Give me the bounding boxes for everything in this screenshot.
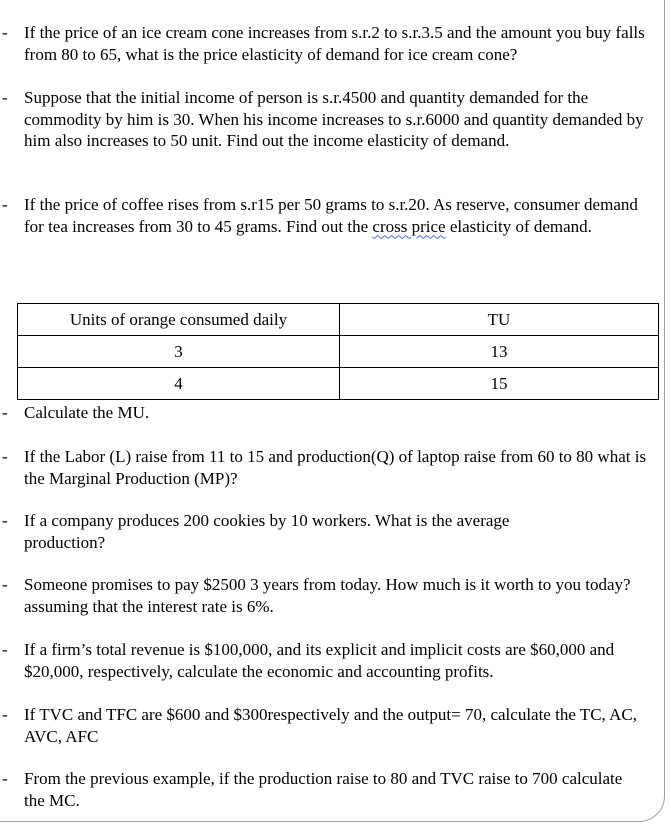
bullet-dash: - xyxy=(2,705,8,724)
bullet-dash: - xyxy=(2,640,8,659)
question-text: If TVC and TFC are $600 and $300respectively and the output= 70, calculate the TC, AC, AVC, AFC xyxy=(24,705,637,746)
question-cross-price-elasticity xyxy=(0,194,655,237)
question-present-value xyxy=(0,574,655,617)
question-text: Someone promises to pay $2500 3 years from today. How much is it worth to you today? assuming that the interest rate is 6%. xyxy=(24,575,631,616)
question-text: If the Labor (L) raise from 11 to 15 and production(Q) of laptop raise from 60 to 80 what is the Marginal Production (MP)? xyxy=(24,447,647,488)
bullet-dash: - xyxy=(2,403,8,422)
question-marginal-production xyxy=(0,446,655,489)
table-row xyxy=(18,336,659,368)
table-row xyxy=(18,368,659,400)
table-cell: 15 xyxy=(340,368,659,400)
table-header-cell: Units of orange consumed daily xyxy=(18,304,340,336)
question-text: From the previous example, if the production raise to 80 and TVC raise to 700 calculate the MC. xyxy=(24,769,623,810)
bullet-dash: - xyxy=(2,195,8,214)
question-cost-calculation xyxy=(0,704,655,747)
bullet-dash: - xyxy=(2,575,8,594)
question-economic-accounting-profit xyxy=(0,639,655,682)
table-cell: 4 xyxy=(18,368,340,400)
spellcheck-underlined-text: cross price xyxy=(372,216,446,236)
table-cell: 3 xyxy=(18,336,340,368)
question-text: Calculate the MU. xyxy=(24,403,150,422)
table-header-cell: TU xyxy=(340,304,659,336)
question-text-part: If the price of coffee rises from s.r15 per 50 grams to s.r.20. As reserve, consumer demand for tea increases from 30 to 45 grams. Find out the xyxy=(24,195,638,236)
bullet-dash: - xyxy=(2,88,8,107)
question-marginal-utility xyxy=(0,402,655,424)
question-marginal-cost xyxy=(0,768,655,811)
question-text: If a firm’s total revenue is $100,000, and its explicit and implicit costs are $60,000 and $20,000, respectively, calculate the economic and accounting profits. xyxy=(24,640,615,681)
question-price-elasticity xyxy=(0,22,655,65)
question-text xyxy=(24,194,655,237)
bullet-dash: - xyxy=(2,23,8,42)
table-cell: 13 xyxy=(340,336,659,368)
question-text: If a company produces 200 cookies by 10 workers. What is the average production? xyxy=(24,511,510,552)
bullet-dash: - xyxy=(2,769,8,788)
bullet-dash: - xyxy=(2,511,8,530)
question-income-elasticity xyxy=(0,87,655,152)
question-text-part: elasticity of demand. xyxy=(445,216,592,236)
question-average-production xyxy=(0,510,655,553)
bullet-dash: - xyxy=(2,447,8,466)
question-text: If the price of an ice cream cone increases from s.r.2 to s.r.3.5 and the amount you buy falls from 80 to 65, what is the price elasticity of demand for ice cream cone? xyxy=(24,23,645,64)
orange-utility-table xyxy=(17,303,659,400)
table-header-row xyxy=(18,304,659,336)
question-text: Suppose that the initial income of person is s.r.4500 and quantity demanded for the commodity by him is 30. When his income increases to s.r.6000 and quantity demanded by him also increases to 50 unit. Find out the income elasticity of demand. xyxy=(24,88,644,150)
